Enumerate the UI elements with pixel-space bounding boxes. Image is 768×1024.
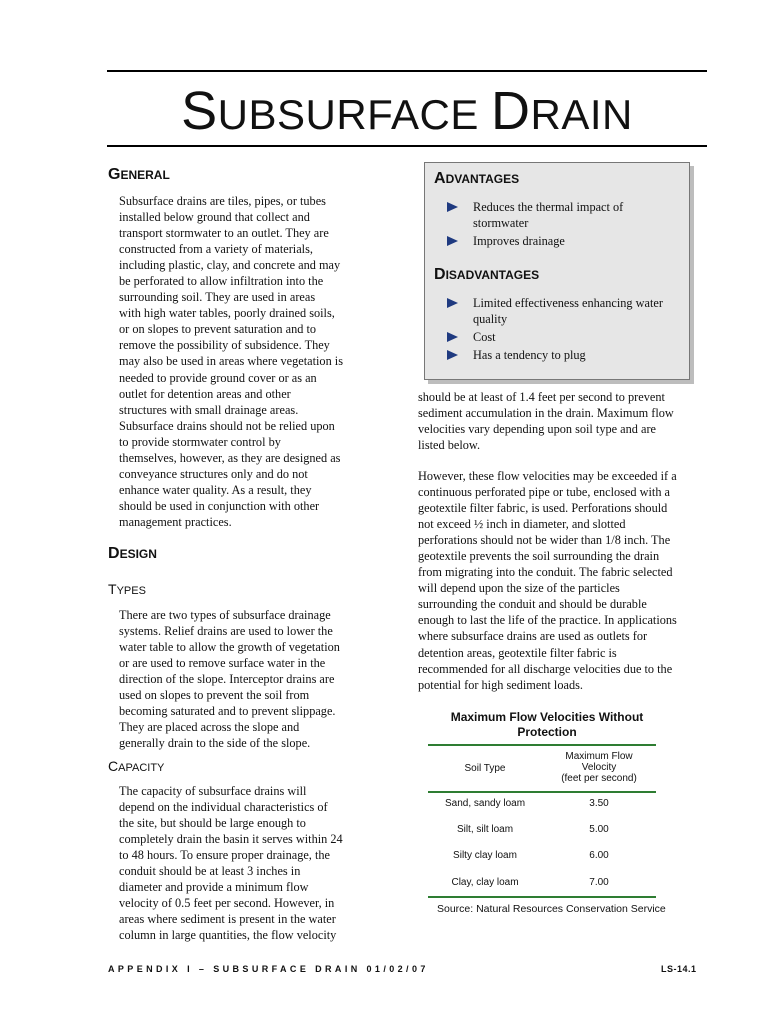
advantages-list [445, 199, 623, 251]
list-item [445, 347, 663, 363]
page-title: SUBSURFACE DRAIN [181, 81, 633, 141]
table-header-soil-type: Soil Type [464, 763, 506, 774]
bullet-arrow-icon [447, 332, 458, 342]
design-heading: DESIGN [108, 545, 157, 562]
table-header-rule [428, 791, 656, 793]
text-line: to provide stormwater control by [119, 434, 281, 449]
footer-page-number: LS-14.1 [661, 964, 697, 974]
text-line: with high water tables, poorly drained soils, [119, 306, 335, 321]
footer-left: APPENDIX I – SUBSURFACE DRAIN 01/02/07 [108, 964, 429, 974]
capacity-paragraph [119, 783, 343, 943]
text-line: themselves, however, as they are designed as [119, 450, 341, 465]
table-cell-velocity: 3.50 [589, 798, 609, 809]
text-line: They are placed across the slope and [119, 720, 300, 735]
text-line: enhance water quality. As a result, they [119, 482, 312, 497]
text-line: or are used to remove surface water in the [119, 656, 326, 671]
text-line: surrounding soil. They are used in areas [119, 290, 316, 305]
list-item [445, 233, 623, 249]
general-paragraph [119, 193, 343, 530]
text-line: should be at least of 1.4 feet per second to prevent [418, 390, 665, 404]
right-paragraph-1 [418, 389, 674, 453]
text-line: should be used in conjunction with other [119, 498, 320, 513]
text-line: to 48 hours. To ensure proper drainage, the [119, 848, 330, 863]
text-line: Subsurface drains are tiles, pipes, or tubes [119, 194, 326, 208]
text-line: where subsurface drains are used as outlets for [418, 629, 648, 644]
text-line: completely drain the basin it serves within 24 [119, 832, 343, 847]
text-line: including plastic, clay, and concrete and may [119, 258, 341, 273]
text-line: the site, but should be large enough to [119, 816, 306, 831]
table-cell-velocity: 5.00 [589, 824, 609, 835]
text-line: However, these flow velocities may be exceeded if a [418, 469, 677, 483]
text-line: not exceed ½ inch in diameter, and slotted [418, 517, 626, 532]
table-caption: Maximum Flow Velocities Without Protection [450, 710, 644, 739]
text-line: water table to allow the growth of vegetation [119, 640, 340, 655]
list-item-text: Improves drainage [473, 234, 565, 248]
text-line: management practices. [119, 514, 232, 529]
text-line: surrounding the conduit and should be durable [418, 597, 647, 612]
table-cell-soil-type: Clay, clay loam [451, 877, 519, 888]
table-source: Source: Natural Resources Conservation Service [437, 903, 666, 915]
text-line: geotextile filter fabric, is used. Perforations should [418, 501, 668, 516]
table-cell-velocity: 7.00 [589, 877, 609, 888]
table-bottom-rule [428, 896, 656, 898]
text-line: generally drain to the side of the slope. [119, 736, 311, 751]
text-line: velocities vary depending upon soil type and are [418, 422, 657, 437]
title-bottom-rule [107, 145, 707, 147]
list-item [445, 199, 623, 231]
capacity-heading: CAPACITY [108, 758, 165, 774]
text-line: There are two types of subsurface drainage [119, 608, 331, 622]
disadvantages-heading: DISADVANTAGES [434, 266, 540, 283]
text-line: remove the possibility of subsidence. They [119, 338, 330, 353]
text-line: be perforated to allow infiltration into the [119, 274, 324, 289]
general-heading: GENERAL [108, 166, 170, 183]
text-line: The capacity of subsurface drains will [119, 784, 307, 798]
right-paragraph-2 [418, 468, 677, 693]
bullet-arrow-icon [447, 298, 458, 308]
advantages-heading: ADVANTAGES [434, 170, 520, 187]
text-line: listed below. [418, 438, 481, 453]
text-line: detention areas, geotextile filter fabric is [418, 645, 617, 660]
text-line: transport stormwater to an outlet. They are [119, 226, 329, 241]
text-line: sediment accumulation in the drain. Maximum flow [418, 406, 674, 421]
text-line: perforations should not be wider than 1/8 inch. The [418, 533, 671, 548]
disadvantages-list [445, 295, 663, 365]
text-line: geotextile prevents the soil surrounding the drain [418, 549, 660, 564]
text-line: or on slopes to prevent saturation and to [119, 322, 317, 337]
bullet-arrow-icon [447, 236, 458, 246]
list-item-text: Cost [473, 330, 496, 344]
text-line: installed below ground that collect and [119, 210, 310, 225]
text-line: conduit should be at least 3 inches in [119, 864, 301, 879]
types-paragraph [119, 607, 340, 751]
text-line: needed to provide ground cover or as an [119, 370, 317, 385]
text-line: areas where sediment is present in the water [119, 912, 336, 927]
bullet-arrow-icon [447, 202, 458, 212]
text-line: will depend upon the size of the particles [418, 581, 620, 596]
text-line: from migrating into the conduit. The fabric selected [418, 565, 673, 580]
text-line: may also be used in areas where vegetation is [119, 354, 343, 369]
text-line: direction of the slope. Interceptor drains are [119, 672, 335, 687]
text-line: enough to last the life of the practice. In applications [418, 613, 677, 628]
text-line: systems. Relief drains are used to lower the [119, 624, 333, 639]
text-line: constructed from a variety of materials, [119, 242, 313, 257]
list-item-text: quality [473, 312, 508, 326]
text-line: column in large quantities, the flow velocity [119, 928, 337, 943]
text-line: continuous perforated pipe or tube, enclosed with a [418, 485, 671, 500]
list-item-text: Reduces the thermal impact of [473, 200, 624, 214]
text-line: velocity of 0.5 feet per second. However, in [119, 896, 335, 911]
table-cell-soil-type: Sand, sandy loam [444, 798, 526, 809]
text-line: recommended for all discharge velocities due to the [418, 661, 673, 676]
text-line: conveyance structures only and do not [119, 466, 308, 481]
text-line: structures with small drainage areas. [119, 402, 299, 417]
text-line: diameter and provide a minimum flow [119, 880, 309, 895]
list-item-text: Has a tendency to plug [473, 348, 586, 362]
text-line: outlet for detention areas and other [119, 386, 291, 401]
list-item [445, 329, 663, 345]
table-header-max-velocity: Maximum Flow Velocity (feet per second) [561, 751, 637, 784]
text-line: potential for high sediment loads. [418, 677, 583, 692]
text-line: Subsurface drains should not be relied upon [119, 418, 335, 433]
text-line: becoming saturated and to prevent slippage. [119, 704, 336, 719]
list-item-text: Limited effectiveness enhancing water [473, 296, 663, 310]
bullet-arrow-icon [447, 350, 458, 360]
list-item-text: stormwater [473, 216, 529, 230]
table-cell-soil-type: Silt, silt loam [456, 824, 514, 835]
top-rule [107, 70, 707, 72]
text-line: used on slopes to prevent the soil from [119, 688, 310, 703]
types-heading: TYPES [108, 581, 146, 597]
text-line: depend on the individual characteristics of [119, 800, 328, 815]
list-item [445, 295, 663, 327]
advantages-box [424, 162, 690, 380]
table-top-rule [428, 744, 656, 746]
table-cell-soil-type: Silty clay loam [453, 850, 517, 861]
table-cell-velocity: 6.00 [589, 850, 609, 861]
